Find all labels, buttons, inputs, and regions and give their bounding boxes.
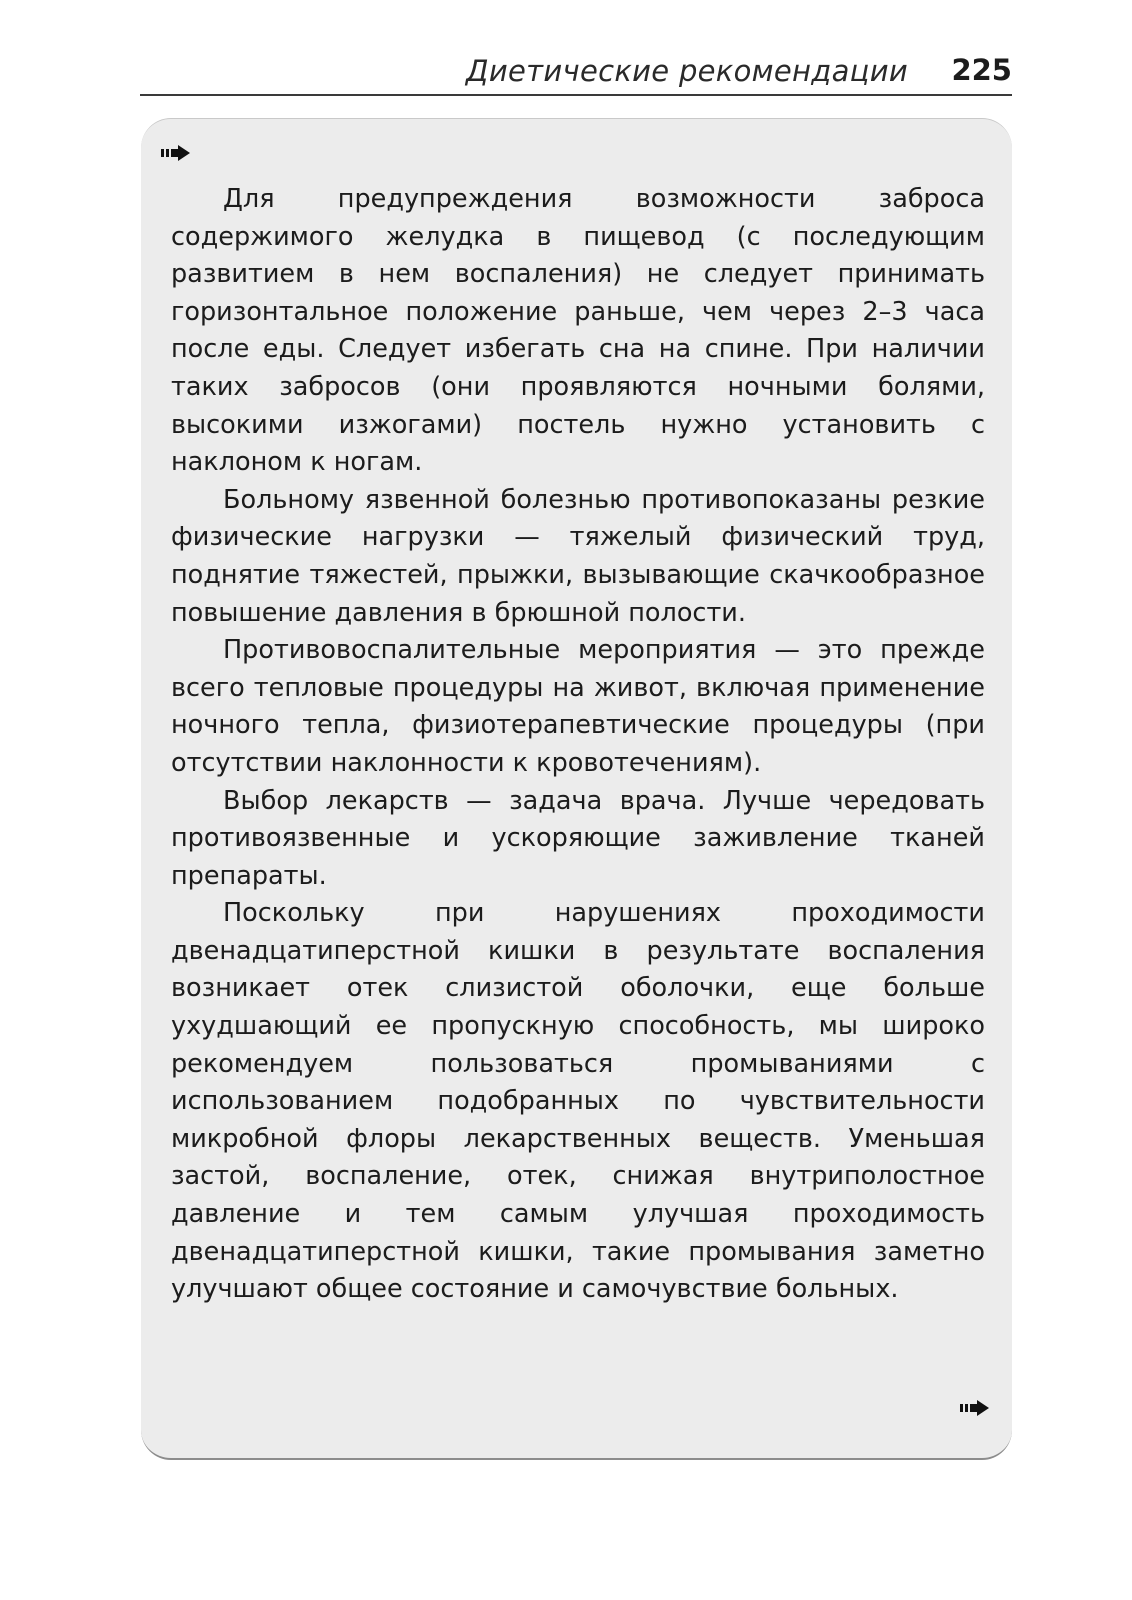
paragraph-lavage: Поскольку при нарушениях проходимости двенадцатиперстной кишки в результате воспаления возникает отек слизистой оболочки, еще больше ухудшающий ее пропускную способность, мы широко рекомендуем пользоваться промываниями с использованием подобранных по чувствительности микробной флоры лекарственных веществ. Уменьшая застой, воспаление, отек, снижая внутриполостное давление и тем самым улучшая проходимость двенадцатиперстной кишки, такие промывания заметно улучшают общее состояние и самочувствие больных.: [171, 898, 985, 1305]
paragraph-medication-choice: Выбор лекарств — задача врача. Лучше чередовать противоязвенные и ускоряющие заживление тканей препараты.: [171, 785, 985, 891]
page-header: [140, 48, 1012, 96]
running-header-title: Диетические рекомендации: [465, 54, 908, 88]
paragraph-anti-inflammatory: Противовоспалительные мероприятия — это прежде всего тепловые процедуры на живот, включая применение ночного тепла, физиотерапевтические процедуры (при отсутствии наклонности к кровотечениям).: [171, 635, 985, 778]
paragraph-physical-load: Больному язвенной болезнью противопоказаны резкие физические нагрузки — тяжелый физический труд, поднятие тяжестей, прыжки, вызывающие скачкообразное повышение давления в брюшной полости.: [171, 484, 985, 628]
content-box: [141, 118, 1012, 1460]
body-text: [171, 181, 985, 1309]
page-number: 225: [951, 53, 1012, 87]
paragraph-reflux-prevention: Для предупреждения возможности заброса содержимого желудка в пищевод (с последующим развитием в нем воспаления) не следует принимать горизонтальное положение раньше, чем через 2–3 часа после еды. Следует избегать сна на спине. При наличии таких забросов (они проявляются ночными болями, высокими изжогами) постель нужно установить с наклоном к ногам.: [171, 184, 985, 478]
arrow-right-icon: [161, 145, 191, 161]
arrow-right-icon: [960, 1400, 990, 1416]
